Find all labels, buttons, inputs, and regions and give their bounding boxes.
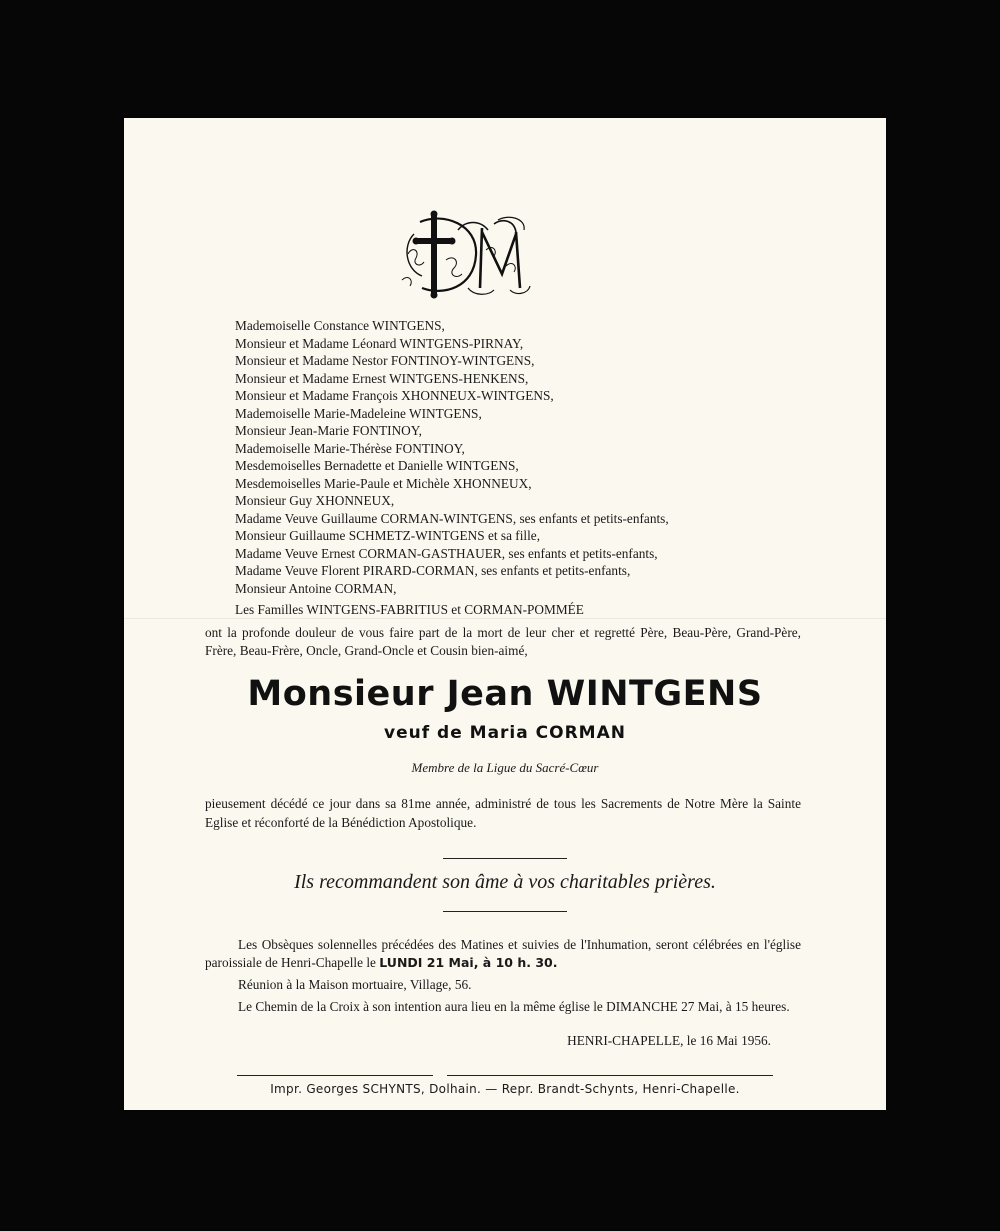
mourner-line: Monsieur Jean-Marie FONTINOY, <box>235 423 422 438</box>
mourner-line: Monsieur et Madame Nestor FONTINOY-WINTGENS, <box>235 353 535 368</box>
death-notice-text: pieusement décédé ce jour dans sa 81me année, administré de tous les Sacrements de Notre Mère la Sainte Eglise et réconforté de la Bénédiction Apostolique. <box>205 796 801 830</box>
mourner-line: Mademoiselle Constance WINTGENS, <box>235 318 445 333</box>
mourner-line: Madame Veuve Guillaume CORMAN-WINTGENS, ses enfants et petits-enfants, <box>235 510 669 526</box>
mourner-line: Monsieur Guy XHONNEUX, <box>235 493 395 508</box>
widower-line: veuf de Maria CORMAN <box>384 723 626 743</box>
mourner-line: Madame Veuve Ernest CORMAN-GASTHAUER, ses enfants et petits-enfants, <box>235 545 658 561</box>
obsequies-date: LUNDI 21 Mai, à 10 h. 30. <box>379 955 558 970</box>
mourner-line: Monsieur et Madame Léonard WINTGENS-PIRNAY, <box>235 335 524 351</box>
printer-credit: Impr. Georges SCHYNTS, Dolhain. — Repr. Brandt-Schynts, Henri-Chapelle. <box>270 1082 740 1096</box>
printer-rule-right <box>447 1075 773 1076</box>
printer-rule-left <box>237 1075 433 1076</box>
mourner-line: Mesdemoiselles Marie-Paule et Michèle XHONNEUX, <box>235 475 532 491</box>
gathering-line: Réunion à la Maison mortuaire, Village, 56. <box>238 977 472 992</box>
place-date: HENRI-CHAPELLE, le 16 Mai 1956. <box>567 1033 771 1048</box>
prayer-line: Ils recommandent son âme à vos charitables prières. <box>294 871 716 893</box>
dm-monogram-icon <box>398 210 538 300</box>
mourner-line: Monsieur Antoine CORMAN, <box>235 580 397 596</box>
families-line: Les Familles WINTGENS-FABRITIUS et CORMAN-POMMÉE <box>235 602 584 617</box>
mourners-list <box>235 317 795 619</box>
divider-top <box>443 858 567 859</box>
membership-line: Membre de la Ligue du Sacré-Cœur <box>411 760 599 775</box>
deceased-name: Monsieur Jean WINTGENS <box>247 674 763 714</box>
obsequies-text: Les Obsèques solennelles précédées des Matines et suivies de l'Inhumation, seront célébrées en l'église paroissiale de Henri-Chapelle le <box>205 937 801 970</box>
mourner-line: Mademoiselle Marie-Thérèse FONTINOY, <box>235 440 465 456</box>
mourner-line: Monsieur et Madame François XHONNEUX-WINTGENS, <box>235 388 554 403</box>
announcement-text: ont la profonde douleur de vous faire part de la mort de leur cher et regretté Père, Beau-Père, Grand-Père, Frère, Beau-Frère, Oncle, Grand-Oncle et Cousin bien-aimé, <box>205 625 801 658</box>
way-of-cross-paragraph: Le Chemin de la Croix à son intention aura lieu en la même église le DIMANCHE 27 Mai, à 15 heures. <box>238 999 790 1014</box>
obsequies-paragraph <box>205 936 801 972</box>
funeral-details <box>205 936 801 1016</box>
mourner-line: Monsieur Guillaume SCHMETZ-WINTGENS et sa fille, <box>235 528 541 543</box>
memorial-card <box>124 118 886 1110</box>
mourner-line: Monsieur et Madame Ernest WINTGENS-HENKENS, <box>235 370 529 386</box>
mourner-line: Mesdemoiselles Bernadette et Danielle WINTGENS, <box>235 458 519 473</box>
divider-bottom <box>443 911 567 912</box>
mourner-line: Madame Veuve Florent PIRARD-CORMAN, ses enfants et petits-enfants, <box>235 563 631 578</box>
mourner-line: Mademoiselle Marie-Madeleine WINTGENS, <box>235 405 482 421</box>
